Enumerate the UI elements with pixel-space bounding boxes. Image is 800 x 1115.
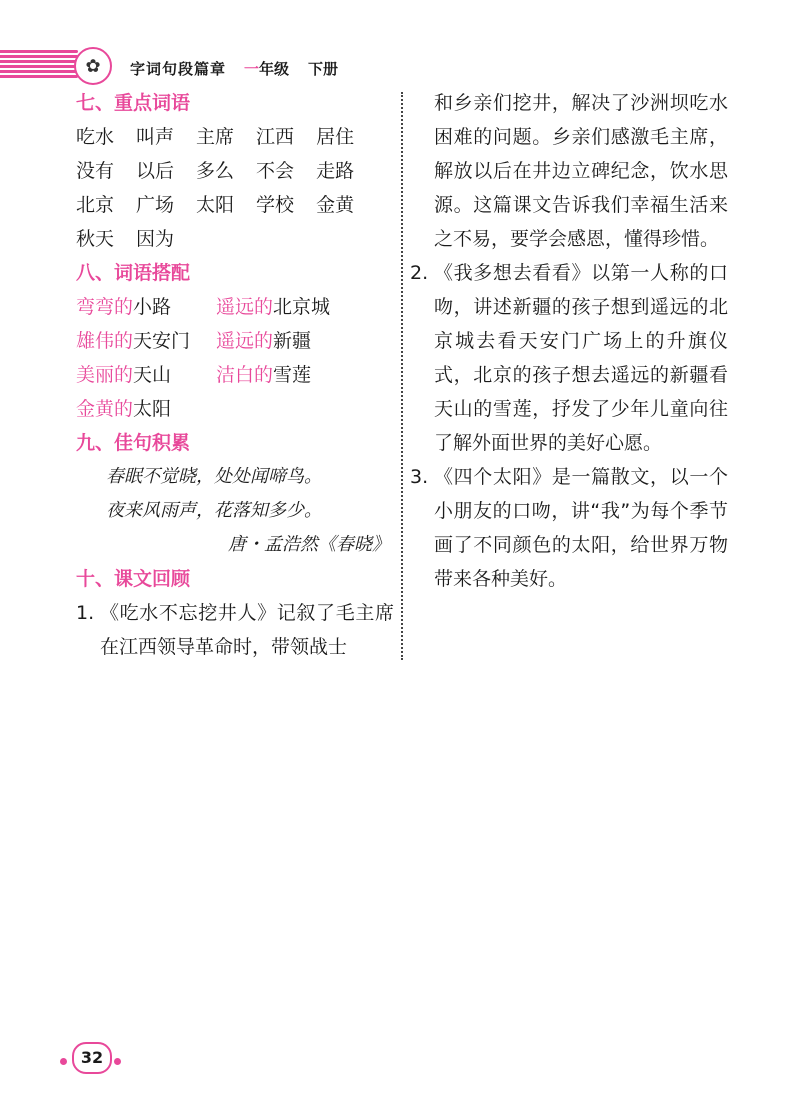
modifier: 洁白的 bbox=[216, 364, 274, 386]
item-number: 3. bbox=[410, 466, 429, 488]
noun: 北京城 bbox=[273, 296, 331, 318]
noun: 新疆 bbox=[273, 330, 312, 352]
modifier: 金黄的 bbox=[76, 398, 134, 420]
pair-row bbox=[76, 392, 394, 426]
word: 金黄 bbox=[316, 194, 355, 216]
word: 因为 bbox=[136, 228, 175, 250]
item-number: 2. bbox=[410, 262, 429, 284]
modifier: 美丽的 bbox=[76, 364, 134, 386]
word: 居住 bbox=[316, 126, 355, 148]
grade-number: 一 bbox=[244, 60, 260, 78]
noun: 天安门 bbox=[133, 330, 191, 352]
word-row bbox=[76, 188, 394, 222]
modifier: 雄伟的 bbox=[76, 330, 134, 352]
poem-line: 春眠不觉晓，处处闻啼鸟。 bbox=[106, 466, 322, 487]
word: 吃水 bbox=[76, 126, 115, 148]
word: 秋天 bbox=[76, 228, 115, 250]
word: 学校 bbox=[256, 194, 295, 216]
section-title: 十、课文回顾 bbox=[76, 568, 191, 590]
section-title: 八、词语搭配 bbox=[76, 262, 191, 284]
word: 走路 bbox=[316, 160, 355, 182]
word: 叫声 bbox=[136, 126, 175, 148]
word-pair bbox=[76, 290, 216, 324]
noun: 雪莲 bbox=[273, 364, 312, 386]
word: 太阳 bbox=[196, 194, 235, 216]
item-text: 《吃水不忘挖井人》记叙了毛主席在江西领导革命时，带领战士 bbox=[100, 602, 394, 658]
header-title: 字词句段篇章 bbox=[130, 60, 227, 78]
modifier: 遥远的 bbox=[216, 330, 274, 352]
right-column bbox=[410, 86, 728, 596]
word-pair bbox=[216, 358, 356, 392]
word: 广场 bbox=[136, 194, 175, 216]
word: 不会 bbox=[256, 160, 295, 182]
word-row bbox=[76, 222, 394, 256]
word: 多么 bbox=[196, 160, 235, 182]
section-title: 九、佳句积累 bbox=[76, 432, 191, 454]
mascot-icon: ✿ bbox=[74, 47, 112, 85]
review-item bbox=[410, 256, 728, 460]
grade-word: 年级 bbox=[259, 60, 290, 78]
decor-dot bbox=[60, 1058, 67, 1065]
pair-row bbox=[76, 358, 394, 392]
item-number: 1. bbox=[76, 602, 95, 624]
word: 以后 bbox=[136, 160, 175, 182]
review-item bbox=[410, 460, 728, 596]
section-title: 七、重点词语 bbox=[76, 92, 191, 114]
modifier: 弯弯的 bbox=[76, 296, 134, 318]
poem-author: 唐・孟浩然《春晓》 bbox=[228, 534, 390, 555]
header-stripes bbox=[0, 50, 78, 80]
noun: 天山 bbox=[133, 364, 172, 386]
column-divider bbox=[401, 92, 403, 660]
word: 江西 bbox=[256, 126, 295, 148]
page-number: 32 bbox=[72, 1042, 112, 1074]
review-item bbox=[76, 596, 394, 664]
word: 没有 bbox=[76, 160, 115, 182]
decor-dot bbox=[114, 1058, 121, 1065]
word-pair bbox=[76, 358, 216, 392]
modifier: 遥远的 bbox=[216, 296, 274, 318]
pair-row bbox=[76, 290, 394, 324]
word-pair bbox=[76, 392, 216, 426]
word-pair bbox=[76, 324, 216, 358]
noun: 太阳 bbox=[133, 398, 172, 420]
header-book: 下册 bbox=[308, 60, 339, 78]
word-pair bbox=[216, 324, 356, 358]
word-pair bbox=[216, 290, 356, 324]
item-text-continued: 和乡亲们挖井，解决了沙洲坝吃水困难的问题。乡亲们感激毛主席，解放以后在井边立碑纪念，饮水思源。这篇课文告诉我们幸福生活来之不易，要学会感恩，懂得珍惜。 bbox=[434, 92, 728, 250]
item-text: 《我多想去看看》以第一人称的口吻，讲述新疆的孩子想到遥远的北京城去看天安门广场上的升旗仪式，北京的孩子想去遥远的新疆看天山的雪莲，抒发了少年儿童向往了解外面世界的美好心愿。 bbox=[434, 262, 728, 454]
word-row bbox=[76, 120, 394, 154]
item-text: 《四个太阳》是一篇散文，以一个小朋友的口吻，讲“我”为每个季节画了不同颜色的太阳，给世界万物带来各种美好。 bbox=[434, 466, 728, 590]
pair-row bbox=[76, 324, 394, 358]
header-grade bbox=[244, 58, 289, 79]
word: 主席 bbox=[196, 126, 235, 148]
left-column bbox=[76, 86, 394, 664]
noun: 小路 bbox=[133, 296, 172, 318]
word: 北京 bbox=[76, 194, 115, 216]
word-row bbox=[76, 154, 394, 188]
poem-line: 夜来风雨声，花落知多少。 bbox=[106, 500, 322, 521]
